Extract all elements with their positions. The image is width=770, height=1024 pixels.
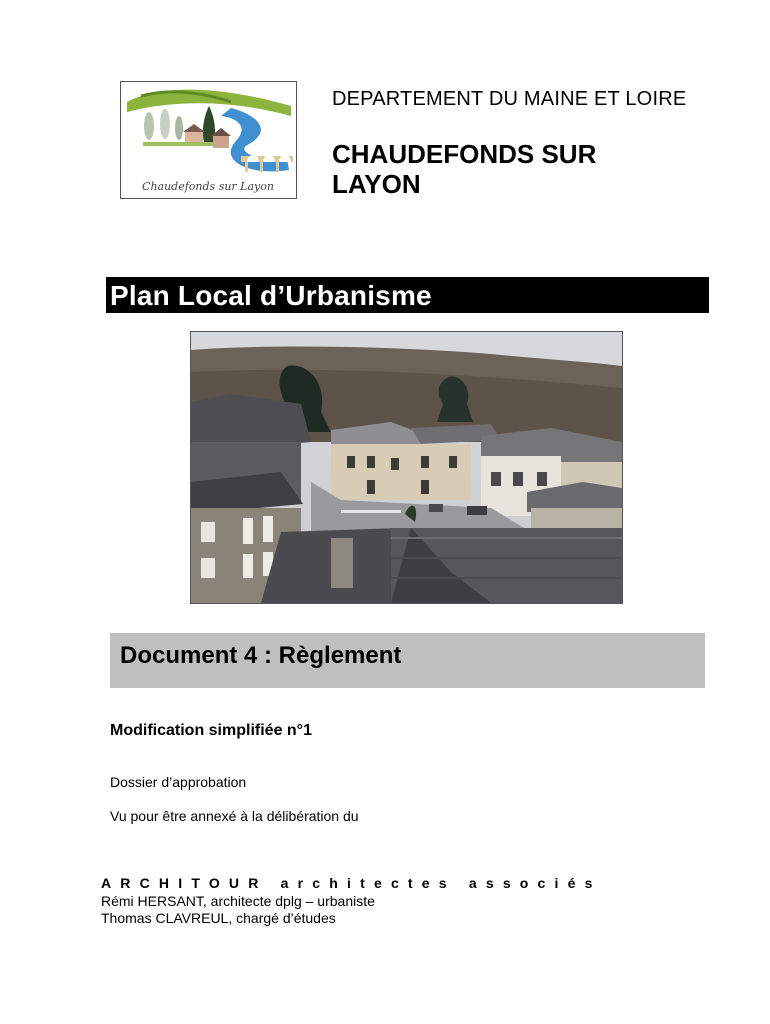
logo-caption: Chaudefonds sur Layon [142, 180, 274, 193]
modification-label: Modification simplifiée n°1 [110, 722, 312, 739]
author-line: Thomas CLAVREUL, chargé d’études [101, 910, 336, 926]
department-name: DEPARTEMENT DU MAINE ET LOIRE [332, 88, 687, 110]
dossier-label: Dossier d’approbation [110, 774, 247, 790]
commune-logo [120, 81, 297, 199]
document-title-band [110, 633, 705, 688]
plan-title-band [106, 277, 709, 313]
village-photo-illustration [191, 332, 622, 603]
firm-name: ARCHITOUR architectes associés [101, 875, 602, 891]
logo-illustration [121, 82, 296, 198]
annex-note: Vu pour être annexé à la délibération du [110, 808, 359, 824]
document-title: Document 4 : Règlement [120, 642, 402, 669]
commune-name: CHAUDEFONDS SUR LAYON [332, 139, 597, 199]
author-line: Rémi HERSANT, architecte dplg – urbaniste [101, 893, 375, 909]
village-photo [190, 331, 623, 604]
plan-title: Plan Local d’Urbanisme [110, 280, 432, 311]
